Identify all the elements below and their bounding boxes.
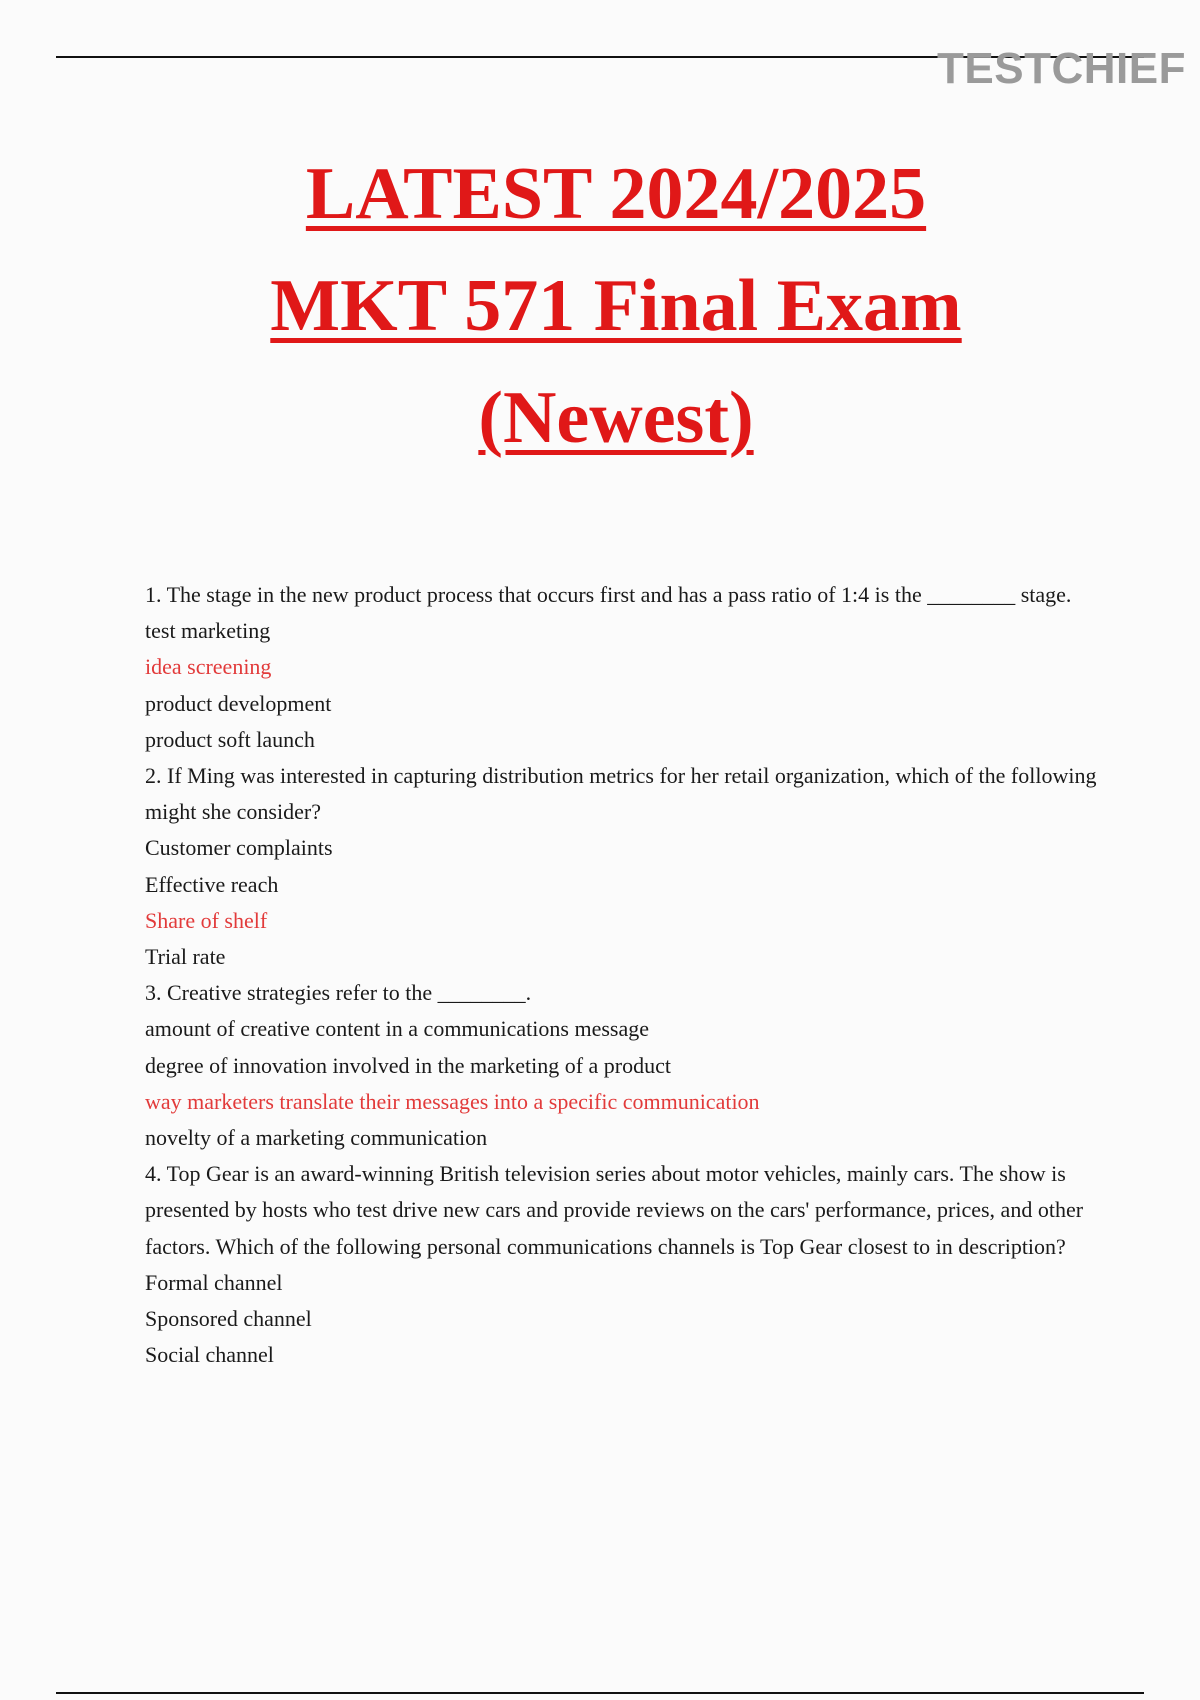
question-4-option: Sponsored channel — [145, 1306, 312, 1332]
title-line-1: LATEST 2024/2025 — [305, 153, 927, 235]
question-4-option: Formal channel — [145, 1269, 283, 1295]
exam-content — [145, 577, 1105, 1373]
bottom-divider — [56, 1692, 1144, 1694]
question-2-option: Trial rate — [145, 944, 226, 970]
question-1-option: product soft launch — [145, 726, 315, 752]
question-1-option: test marketing — [145, 618, 271, 644]
question-3-text: 3. Creative strategies refer to the ________. — [145, 980, 532, 1006]
question-3-option: degree of innovation involved in the marketing of a product — [145, 1052, 672, 1078]
title-line-2: MKT 571 Final Exam — [270, 265, 962, 347]
question-4-option: Social channel — [145, 1342, 274, 1368]
title-line-3: (Newest) — [478, 377, 754, 459]
watermark-logo: TESTCHIEF — [937, 44, 1186, 93]
question-1-text: 1. The stage in the new product process that occurs first and has a pass ratio of 1:4 is the ________ stage. — [145, 582, 1072, 607]
document-title — [0, 138, 1200, 474]
question-3-option: novelty of a marketing communication — [145, 1125, 488, 1151]
question-3-option: amount of creative content in a communications message — [145, 1016, 650, 1042]
question-2-option: Effective reach — [145, 871, 279, 897]
question-3-correct-option: way marketers translate their messages into a specific communication — [145, 1088, 760, 1114]
question-1-correct-option: idea screening — [145, 654, 272, 680]
question-2-correct-option: Share of shelf — [145, 907, 268, 933]
question-2-text: 2. If Ming was interested in capturing distribution metrics for her retail organization, which of the following might she consider? — [145, 763, 1097, 825]
question-2-option: Customer complaints — [145, 835, 333, 861]
question-1-option: product development — [145, 690, 332, 716]
question-4-text: 4. Top Gear is an award-winning British television series about motor vehicles, mainly cars. The show is presented by hosts who test drive new cars and provide reviews on the cars' performance, prices, and other factors. Which of the following personal communications channels is Top Gear closest to in description? — [145, 1161, 1084, 1259]
